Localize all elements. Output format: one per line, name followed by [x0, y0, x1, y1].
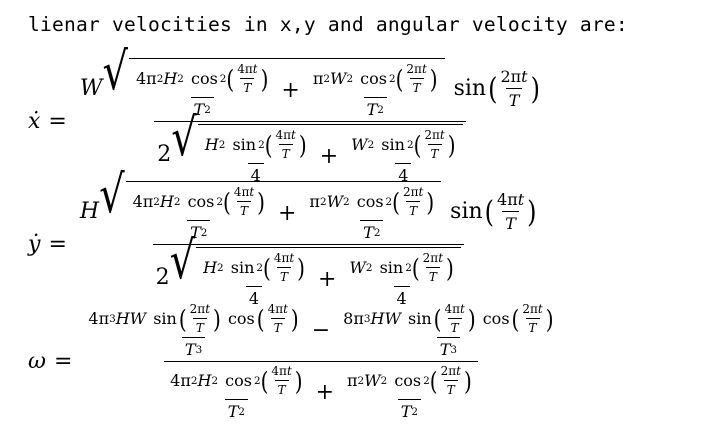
y-velocity-fraction: H √ 4π 2 H 2 cos 2 ( 4π t T ) T 2 + π 2 W 2 cos 2 ( 2π t T ) T 2 sin ( 4π t T ) 2 √ H 2 sin 2 ( 4π t T ) 4 + W 2 sin 2 ( 2π t T ) 4	[79, 165, 537, 308]
omega-symbol: ω	[28, 349, 46, 374]
y-dot-symbol: ẏ	[28, 232, 41, 257]
intro-text: lienar velocities in x,y and angular velocity are:	[28, 13, 628, 36]
equals-sign: =	[48, 232, 67, 257]
equation-y-velocity	[28, 165, 540, 308]
equals-sign: =	[53, 349, 73, 374]
sqrt: √ 4π 2 H 2 cos 2 ( 4π t T ) T 2 + π 2 W 2 cos 2 ( 2π t T ) T 2	[102, 58, 444, 119]
x-velocity-fraction: W √ 4π 2 H 2 cos 2 ( 4π t T ) T 2 + π 2 W 2 cos 2 ( 2π t T ) T 2 sin ( 2π t T ) 2 √ H 2 sin 2 ( 4π t T ) 4 + W 2 sin 2 ( 2π t T ) 4	[79, 42, 540, 185]
equals-sign: =	[48, 109, 67, 134]
var-W: W	[79, 76, 103, 101]
var-H: H	[79, 199, 100, 224]
equation-angular-velocity	[28, 302, 560, 421]
x-dot-symbol: ẋ	[28, 109, 41, 134]
angular-velocity-fraction: 4π 3 HW sin ( 2π t T ) cos ( 4π t T ) T 3 − 8π 3 HW sin ( 4π t T ) cos ( 2π t T ) T 3 4π 2 H 2 cos 2 ( 4π t T ) T 2 + π 2 W 2 cos 2 ( 2π t T ) T 2	[88, 302, 554, 421]
